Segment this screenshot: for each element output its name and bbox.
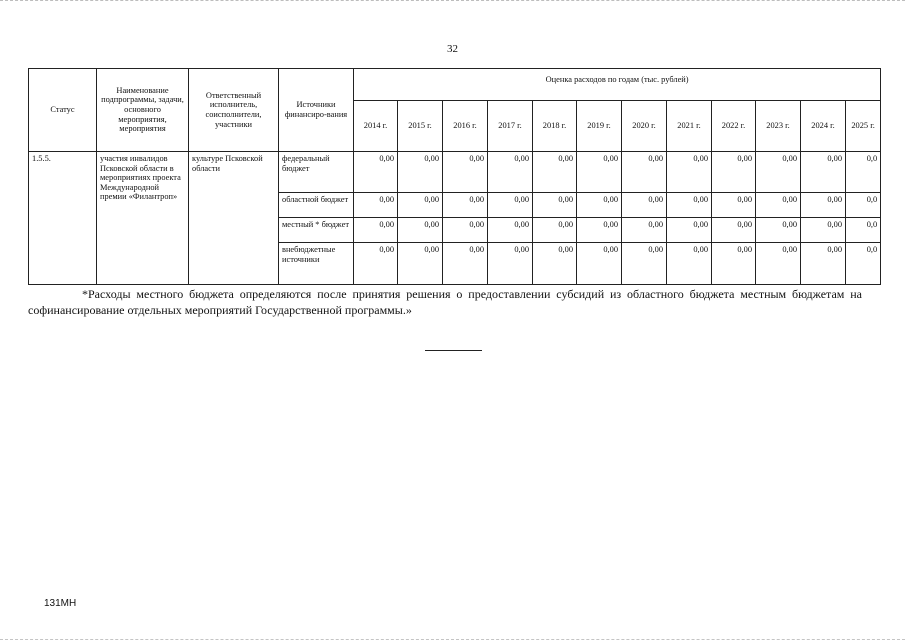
value-cell: 0,00 [533, 151, 577, 193]
value-cell: 0,00 [756, 193, 801, 218]
value-cell: 0,00 [756, 151, 801, 193]
value-cell: 0,00 [577, 243, 622, 285]
value-cell: 0,00 [667, 218, 712, 243]
value-cell: 0,00 [756, 243, 801, 285]
value-cell: 0,00 [398, 243, 443, 285]
budget-table [28, 68, 881, 285]
funding-source: внебюджетные источники [279, 243, 354, 285]
value-cell: 0,00 [398, 151, 443, 193]
footnote: *Расходы местного бюджета определяются после принятия решения о предоставлении субсидий из областного бюджета местным бюджетам на софинансирование отдельных мероприятий Государственной программы.» [28, 287, 862, 317]
value-cell: 0,00 [801, 218, 846, 243]
year-header: 2018 г. [533, 100, 577, 151]
value-cell: 0,00 [533, 243, 577, 285]
funding-source: федеральный бюджет [279, 151, 354, 193]
value-cell: 0,00 [488, 151, 533, 193]
value-cell: 0,00 [667, 151, 712, 193]
value-cell: 0,00 [801, 193, 846, 218]
year-header: 2021 г. [667, 100, 712, 151]
year-header: 2019 г. [577, 100, 622, 151]
header-status: Статус [29, 69, 97, 152]
table-row [29, 151, 881, 193]
value-cell: 0,00 [622, 193, 667, 218]
end-divider [425, 350, 482, 351]
value-cell: 0,00 [801, 243, 846, 285]
value-cell: 0,00 [622, 151, 667, 193]
value-cell: 0,00 [488, 193, 533, 218]
funding-source: областной бюджет [279, 193, 354, 218]
value-cell: 0,00 [712, 151, 756, 193]
year-header: 2024 г. [801, 100, 846, 151]
row-name: участия инвалидов Псковской области в мероприятиях проекта Международной премии «Филантроп» [97, 151, 189, 284]
value-cell: 0,00 [756, 218, 801, 243]
value-cell: 0,00 [443, 193, 488, 218]
value-cell: 0,00 [488, 243, 533, 285]
value-cell: 0,00 [667, 243, 712, 285]
year-header: 2022 г. [712, 100, 756, 151]
year-header: 2014 г. [354, 100, 398, 151]
year-header: 2016 г. [443, 100, 488, 151]
value-cell: 0,00 [712, 243, 756, 285]
row-status: 1.5.5. [29, 151, 97, 284]
value-cell: 0,0 [846, 193, 881, 218]
value-cell: 0,00 [533, 218, 577, 243]
year-header: 2017 г. [488, 100, 533, 151]
document-code: 131МН [44, 598, 77, 609]
value-cell: 0,00 [443, 218, 488, 243]
value-cell: 0,00 [712, 193, 756, 218]
value-cell: 0,00 [398, 193, 443, 218]
page-number: 32 [447, 43, 458, 55]
value-cell: 0,00 [443, 151, 488, 193]
value-cell: 0,00 [354, 218, 398, 243]
value-cell: 0,00 [533, 193, 577, 218]
value-cell: 0,0 [846, 218, 881, 243]
scan-edge-bottom [0, 634, 905, 640]
value-cell: 0,00 [712, 218, 756, 243]
value-cell: 0,00 [622, 218, 667, 243]
value-cell: 0,00 [398, 218, 443, 243]
year-header: 2023 г. [756, 100, 801, 151]
value-cell: 0,00 [354, 151, 398, 193]
header-responsible: Ответственный исполнитель, соисполнители, участники [189, 69, 279, 152]
value-cell: 0,00 [488, 218, 533, 243]
value-cell: 0,00 [577, 193, 622, 218]
value-cell: 0,0 [846, 151, 881, 193]
value-cell: 0,00 [667, 193, 712, 218]
value-cell: 0,00 [577, 151, 622, 193]
header-estimate: Оценка расходов по годам (тыс. рублей) [354, 69, 881, 101]
scan-edge-top [0, 0, 905, 6]
value-cell: 0,00 [801, 151, 846, 193]
year-header: 2020 г. [622, 100, 667, 151]
funding-source: местный * бюджет [279, 218, 354, 243]
value-cell: 0,0 [846, 243, 881, 285]
value-cell: 0,00 [443, 243, 488, 285]
table-header-row [29, 69, 881, 101]
year-header: 2015 г. [398, 100, 443, 151]
value-cell: 0,00 [577, 218, 622, 243]
value-cell: 0,00 [354, 243, 398, 285]
header-name: Наименование подпрограммы, задачи, основного мероприятия, мероприятия [97, 69, 189, 152]
value-cell: 0,00 [354, 193, 398, 218]
year-header: 2025 г. [846, 100, 881, 151]
row-responsible: культуре Псковской области [189, 151, 279, 284]
header-sources: Источники финансиро-вания [279, 69, 354, 152]
value-cell: 0,00 [622, 243, 667, 285]
